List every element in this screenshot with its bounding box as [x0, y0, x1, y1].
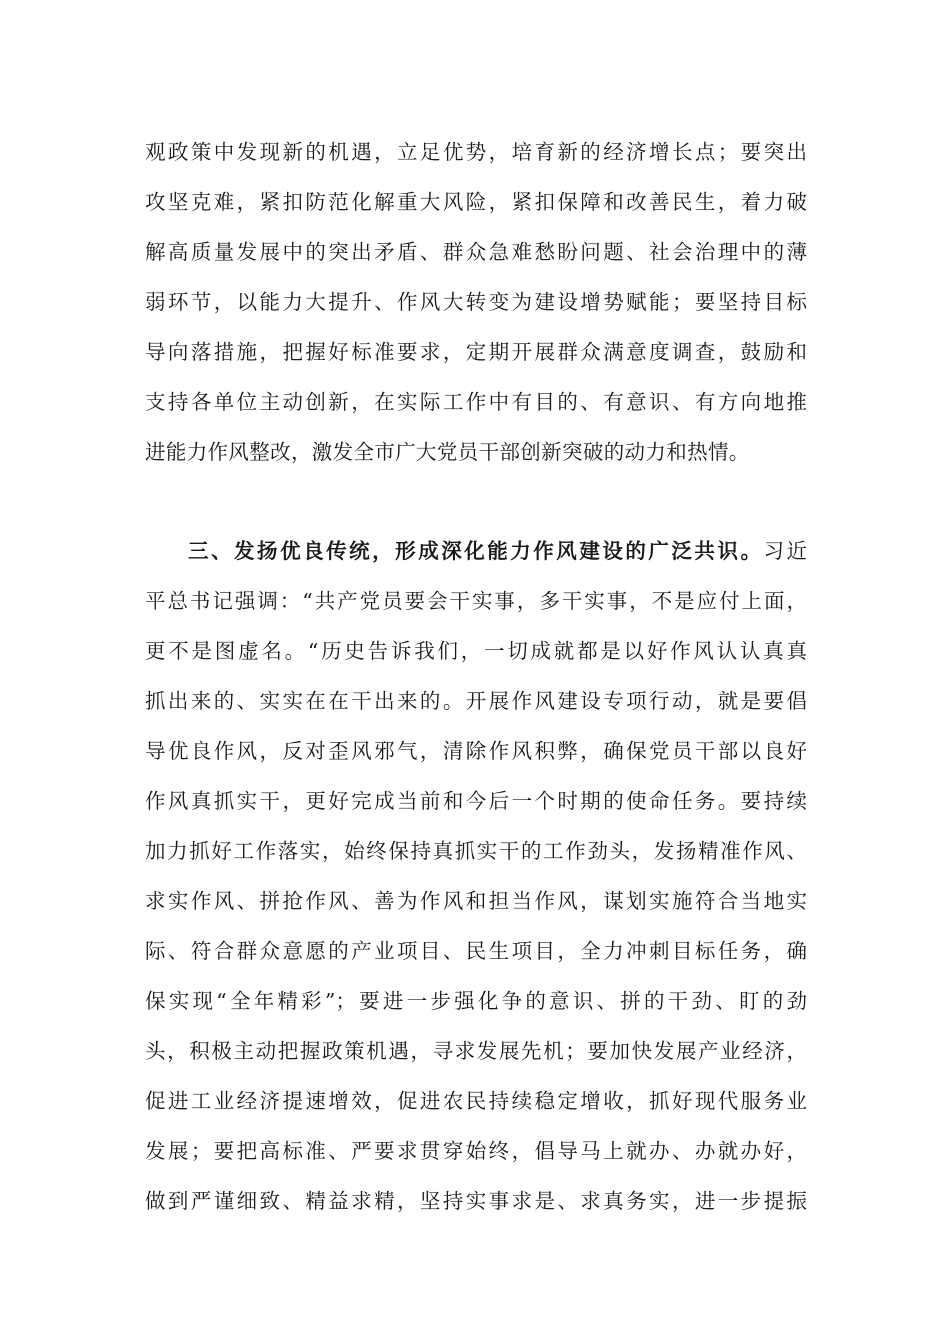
paragraph-line: 作风真抓实干，更好完成当前和今后一个时期的使命任务。要持续: [145, 789, 807, 813]
paragraph-line: 导向落措施，把握好标准要求，定期开展群众满意度调查，鼓励和: [145, 340, 807, 364]
paragraph-line: 支持各单位主动创新，在实际工作中有目的、有意识、有方向地推: [145, 390, 807, 414]
paragraph-line: 发展；要把高标准、严要求贯穿始终，倡导马上就办、办就办好，: [145, 1139, 807, 1163]
paragraph-line: 弱环节，以能力大提升、作风大转变为建设增势赋能；要坚持目标: [145, 290, 807, 314]
paragraph-line: 解高质量发展中的突出矛盾、群众急难愁盼问题、社会治理中的薄: [145, 240, 807, 264]
paragraph-line: 攻坚克难，紧扣防范化解重大风险，紧扣保障和改善民生，着力破: [145, 190, 807, 214]
section-heading-line: [188, 531, 807, 571]
heading-line-continuation: 习近: [763, 539, 808, 563]
paragraph-line: 加力抓好工作落实，始终保持真抓实干的工作劲头，发扬精准作风、: [145, 839, 807, 863]
paragraph-line: 平总书记强调：“共产党员要会干实事，多干实事，不是应付上面，: [145, 589, 807, 613]
section-heading: 三、发扬优良传统，形成深化能力作风建设的广泛共识。: [188, 539, 764, 563]
paragraph-line: 抓出来的、实实在在干出来的。开展作风建设专项行动，就是要倡: [145, 689, 807, 713]
paragraph-line: 求实作风、拼抢作风、善为作风和担当作风，谋划实施符合当地实: [145, 889, 807, 913]
paragraph-line: 更不是图虚名。“历史告诉我们，一切成就都是以好作风认认真真: [145, 639, 807, 663]
paragraph-line: 促进工业经济提速增效，促进农民持续稳定增收，抓好现代服务业: [145, 1089, 807, 1113]
paragraph-line: 做到严谨细致、精益求精，坚持实事求是、求真务实，进一步提振: [145, 1189, 807, 1213]
paragraph-line: 导优良作风，反对歪风邪气，清除作风积弊，确保党员干部以良好: [145, 739, 807, 763]
paragraph-line: 观政策中发现新的机遇，立足优势，培育新的经济增长点；要突出: [145, 140, 807, 164]
paragraph-line: 保实现“全年精彩”；要进一步强化争的意识、拼的干劲、盯的劲: [145, 989, 807, 1013]
paragraph-line: 进能力作风整改，激发全市广大党员干部创新突破的动力和热情。: [145, 440, 750, 464]
paragraph-line: 头，积极主动把握政策机遇，寻求发展先机；要加快发展产业经济，: [145, 1039, 807, 1063]
paragraph-line: 际、符合群众意愿的产业项目、民生项目，全力冲刺目标任务，确: [145, 939, 807, 963]
